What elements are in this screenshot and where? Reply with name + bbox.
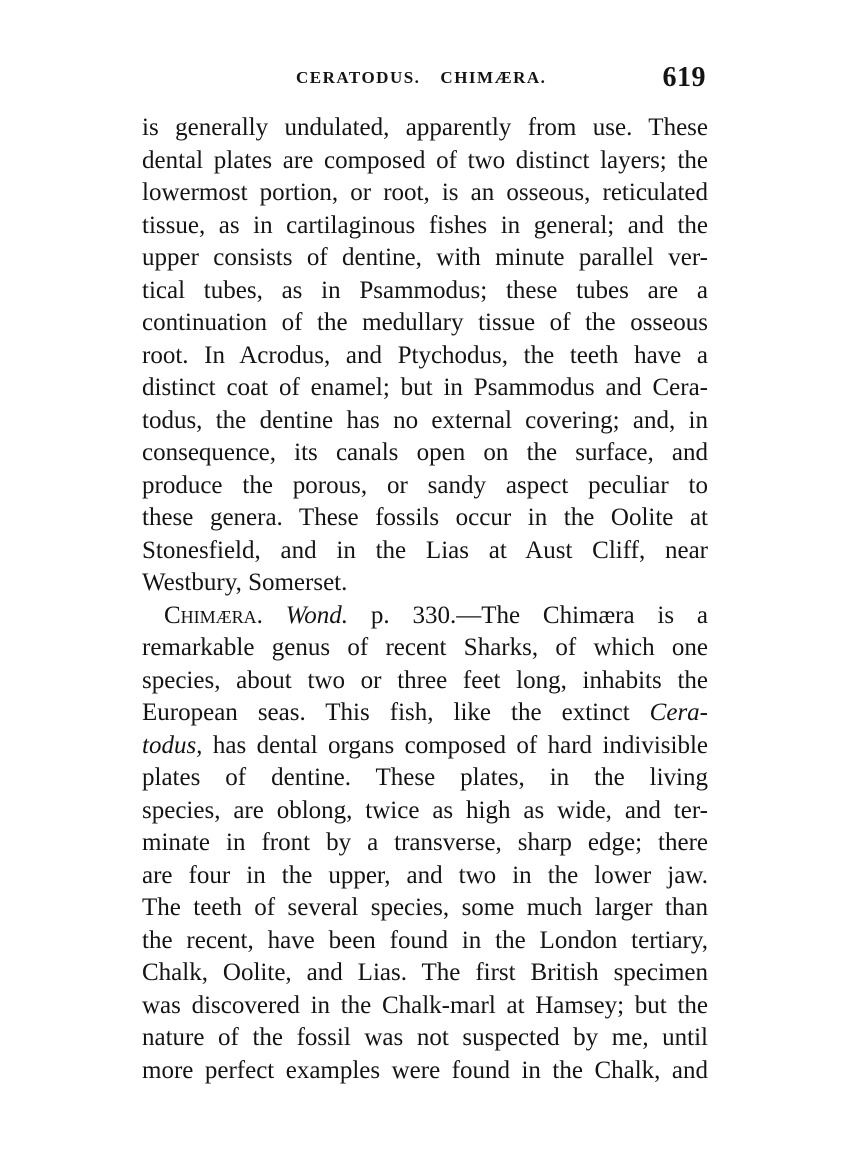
text-line: species, about two or three feet long, inhabits the xyxy=(142,666,708,694)
text-line: plates of dentine. These plates, in the living xyxy=(142,764,708,791)
text-line: these genera. These fossils occur in the Oolite at xyxy=(142,504,708,531)
text-line: todus, the dentine has no external covering; and, in xyxy=(142,406,708,434)
text-line: was discovered in the Chalk-marl at Hamsey; but the xyxy=(142,991,708,1019)
running-title xyxy=(296,68,546,88)
text-line: the recent, have been found in the London tertiary, xyxy=(142,926,708,954)
text-line: is generally undulated, apparently from use. These xyxy=(142,114,708,141)
running-title-left: CERATODUS. xyxy=(296,68,421,87)
text-line: produce the porous, or sandy aspect peculiar to xyxy=(142,471,708,499)
text-line: minate in front by a transverse, sharp edge; there xyxy=(142,829,708,856)
text-line: The teeth of several species, some much larger than xyxy=(142,894,708,921)
text-line: species, are oblong, twice as high as wide, and ter- xyxy=(142,796,708,824)
page-number: 619 xyxy=(662,62,706,93)
text-line: tical tubes, as in Psammodus; these tubes are a xyxy=(142,276,708,304)
text-line: Westbury, Somerset. xyxy=(142,569,348,596)
reference-italic: Wond. xyxy=(285,601,349,629)
text-line: more perfect examples were found in the Chalk, and xyxy=(142,1056,708,1084)
text-line: Stonesfield, and in the Lias at Aust Cliff, near xyxy=(142,536,708,564)
text-line: dental plates are composed of two distinct layers; the xyxy=(142,146,708,174)
text-line: Chalk, Oolite, and Lias. The first British specimen xyxy=(142,959,708,986)
text-line: are four in the upper, and two in the lower jaw. xyxy=(142,861,708,889)
running-head xyxy=(142,62,708,98)
genus-italic: Cera- xyxy=(649,699,708,726)
section-heading: Chimæra. xyxy=(164,601,263,629)
running-title-right: CHIMÆRA. xyxy=(440,68,547,87)
paragraph-chimaera xyxy=(142,600,708,1088)
text-line: lowermost portion, or root, is an osseous, reticulated xyxy=(142,179,708,206)
text-line xyxy=(142,730,708,763)
text-line: consequence, its canals open on the surface, and xyxy=(142,439,708,466)
text-span: European seas. This fish, like the extinct xyxy=(142,699,630,726)
text-span: has dental organs composed of hard indivisible xyxy=(212,731,709,759)
text-line xyxy=(142,600,708,633)
text-line: root. In Acrodus, and Ptychodus, the teeth have a xyxy=(142,341,708,369)
text-span: p. 330.—The Chimæra is a xyxy=(370,601,708,629)
text-line: nature of the fossil was not suspected by me, until xyxy=(142,1024,708,1051)
text-line xyxy=(142,697,708,730)
text-line: tissue, as in cartilaginous fishes in general; and the xyxy=(142,211,708,239)
text-line: continuation of the medullary tissue of the osseous xyxy=(142,309,708,336)
body-text xyxy=(142,112,708,1087)
text-line: distinct coat of enamel; but in Psammodus and Cera- xyxy=(142,374,708,401)
text-line: upper consists of dentine, with minute parallel ver- xyxy=(142,244,708,271)
paragraph-ceratodus xyxy=(142,112,708,600)
text-line: remarkable genus of recent Sharks, of which one xyxy=(142,634,708,661)
genus-italic: todus, xyxy=(142,731,203,759)
